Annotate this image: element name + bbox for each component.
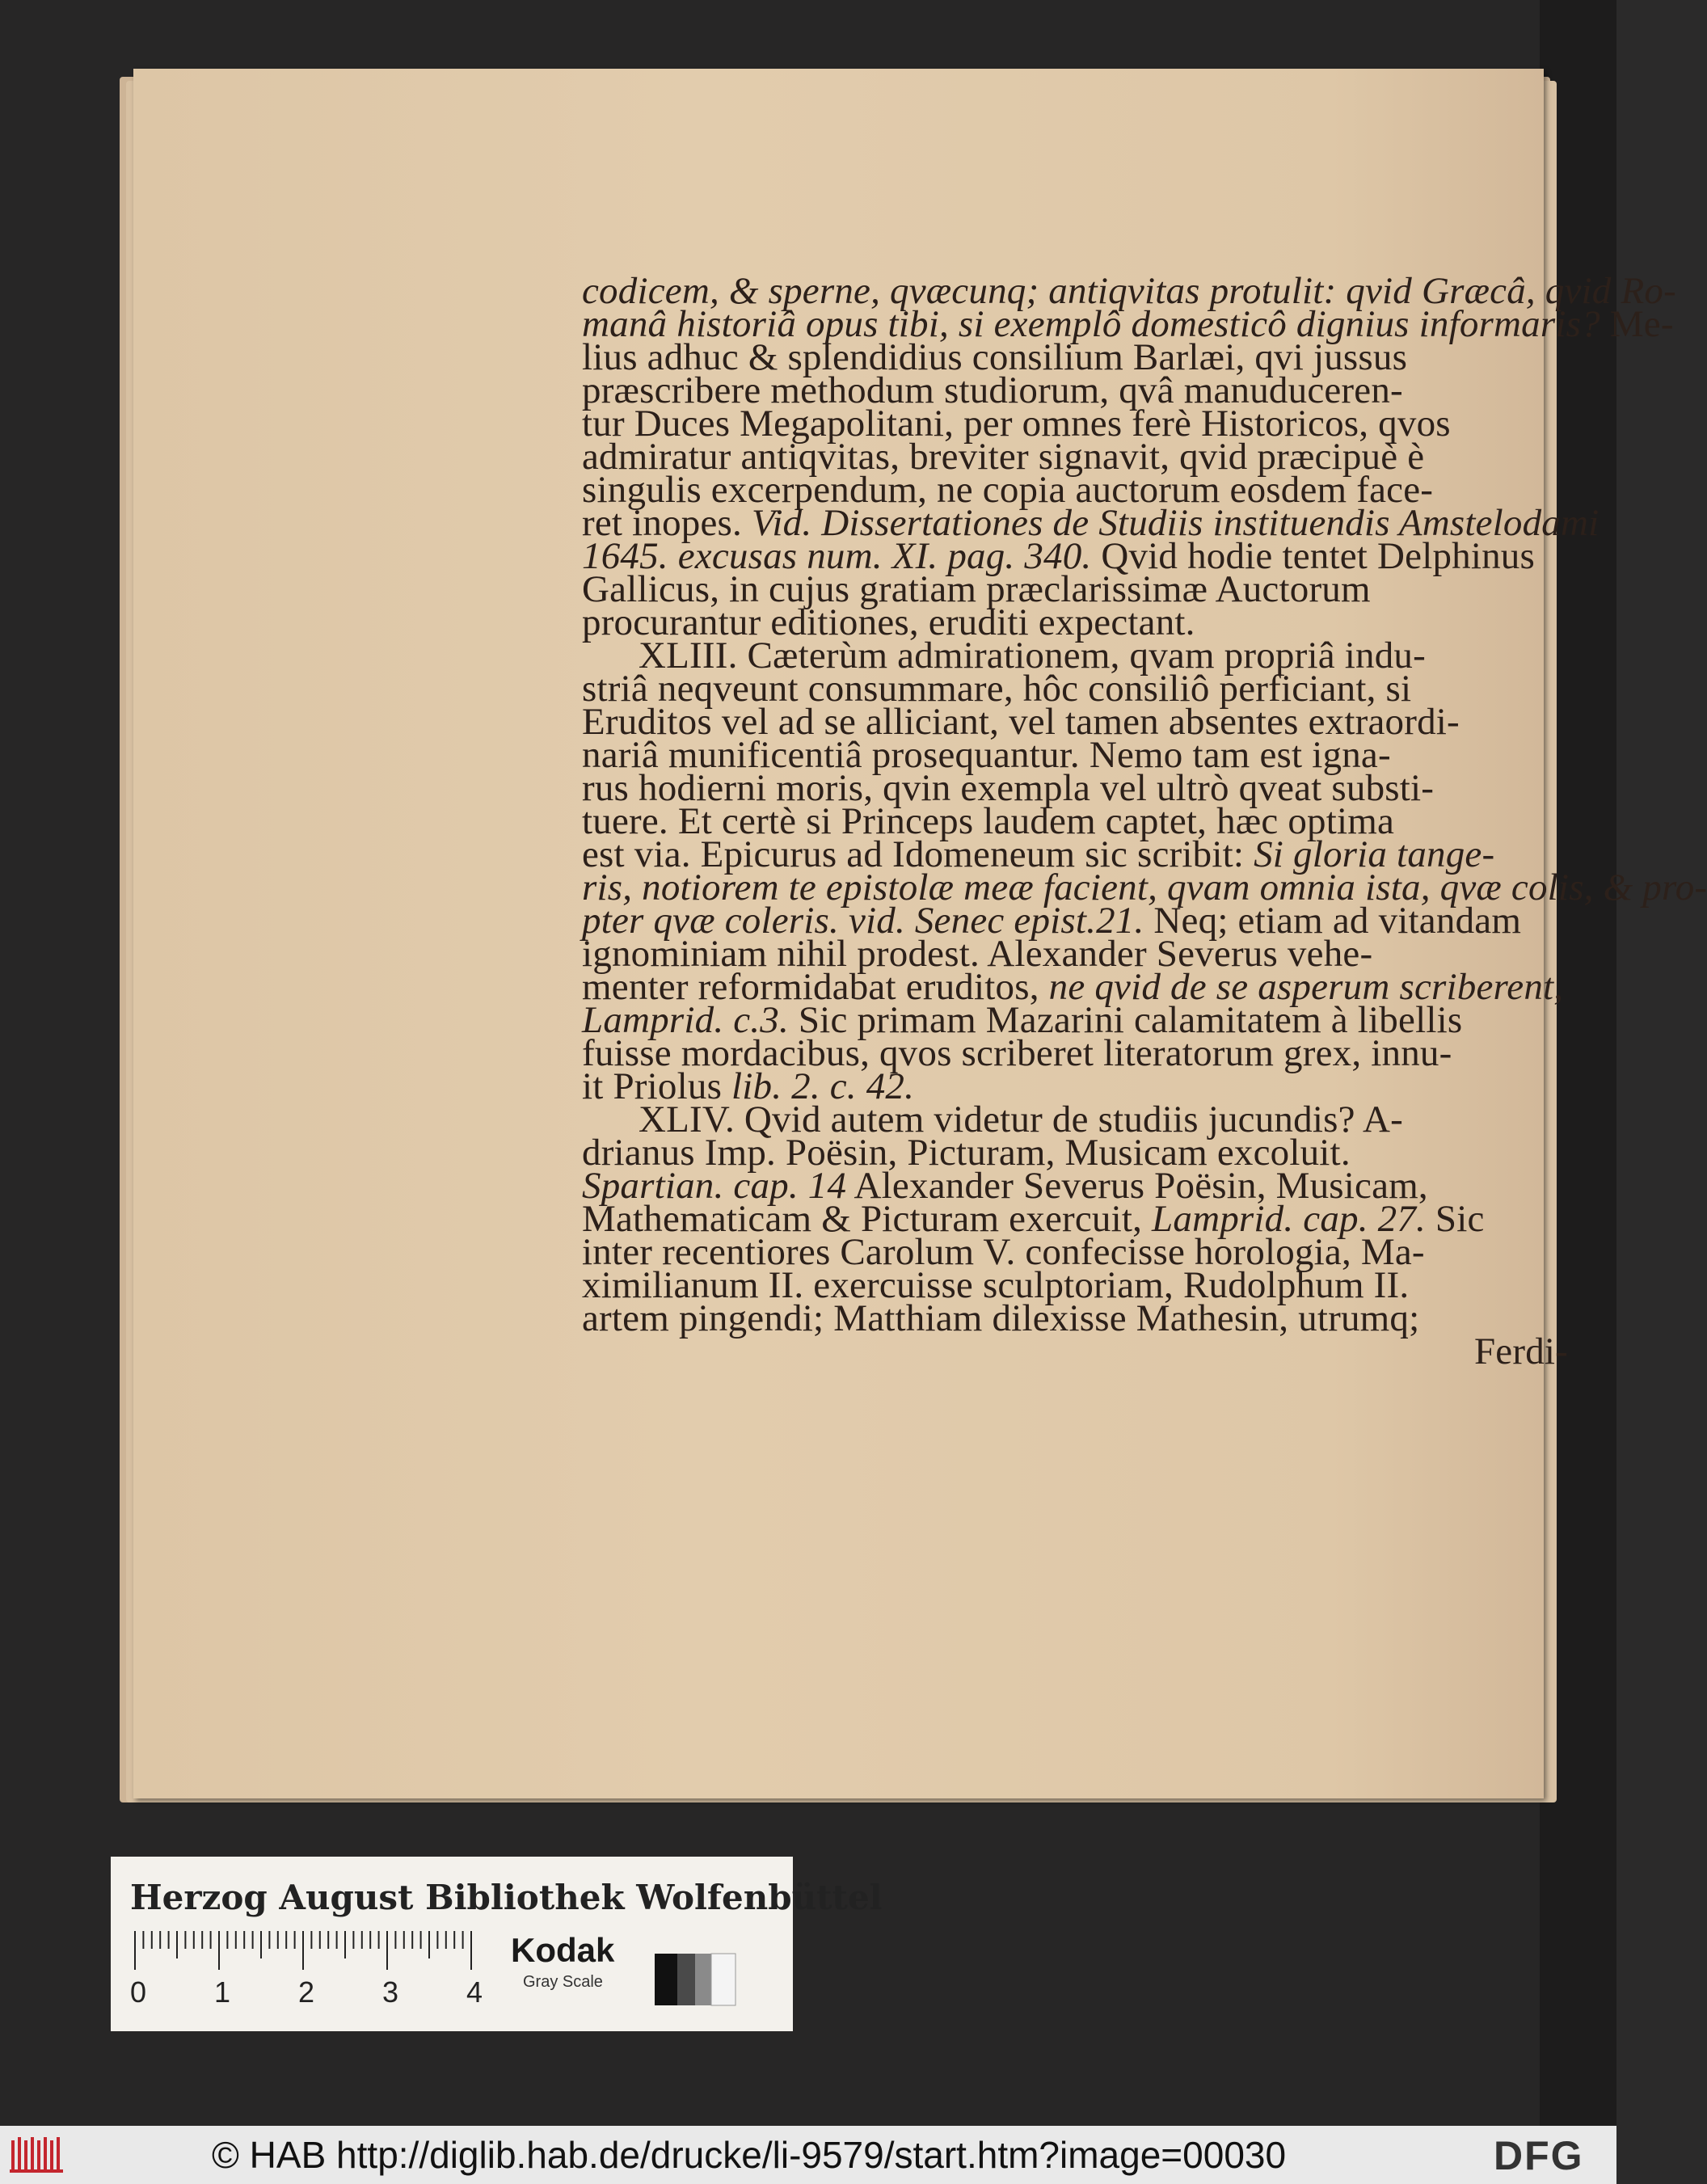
roman-text: procurantur editiones, eruditi expectant.	[582, 601, 1195, 643]
roman-text: Ferdi-	[1473, 1330, 1568, 1372]
roman-text: est via. Epicurus ad Idomeneum sic scribit:	[582, 833, 1254, 875]
italic-text: pter qvæ coleris. vid. Senec epist.21.	[582, 900, 1144, 942]
roman-text: Neq; etiam ad vitandam	[1144, 900, 1522, 942]
italic-text: Vid. Dissertationes de Studiis instituendis Amstelodami	[751, 502, 1600, 544]
roman-text: Sic primam Mazarini calamitatem à libellis	[788, 999, 1463, 1041]
italic-text: manâ historiâ opus tibi, si exemplô domesticô dignius informaris?	[582, 303, 1600, 345]
roman-text: tuere. Et certè si Princeps laudem captet, hæc optima	[582, 800, 1395, 842]
dfg-logo: DFG	[1494, 2133, 1584, 2178]
roman-text: Qvid hodie tentet Delphinus	[1091, 535, 1535, 577]
roman-text: ret inopes.	[582, 502, 752, 544]
library-name: Herzog August Bibliothek Wolfenbüttel	[130, 1878, 883, 1917]
roman-text: fuisse mordacibus, qvos scriberet literatorum grex, innu-	[582, 1032, 1452, 1074]
text-line	[582, 1330, 1576, 1372]
roman-text: nariâ munificentiâ prosequantur. Nemo tam est igna-	[582, 734, 1391, 776]
italic-text: Lamprid. c.3.	[582, 999, 789, 1041]
source-url-link[interactable]: http://diglib.hab.de/drucke/li-9579/start.htm?image=00030	[336, 2134, 1287, 2176]
color-calibration-card	[111, 1857, 883, 2031]
kodak-logo: Kodak	[511, 1931, 615, 1969]
roman-text: Me-	[1600, 303, 1674, 345]
roman-text: XLIV. Qvid autem videtur de studiis jucundis? A-	[639, 1098, 1403, 1140]
italic-text: codicem, & sperne, qvæcunq; antiqvitas protulit: qvid Græcâ, qvid Ro-	[582, 270, 1676, 312]
gray-scale-patches	[655, 1954, 735, 2005]
roman-text: ximilianum II. exercuisse sculptoriam, Rudolphum II.	[582, 1264, 1410, 1306]
roman-text: artem pingendi; Matthiam dilexisse Mathesin, utrumq;	[582, 1297, 1420, 1339]
roman-text: singulis excerpendum, ne copia auctorum eosdem face-	[582, 469, 1434, 511]
roman-text: lius adhuc & splendidius consilium Barlæi, qvi jussus	[582, 336, 1408, 378]
roman-text: XLIII. Cæterùm admirationem, qvam propriâ indu-	[639, 635, 1426, 677]
ruler-number: 2	[298, 1975, 315, 2009]
italic-text: Spartian. cap. 14	[582, 1165, 847, 1207]
ruler-number: 3	[382, 1975, 399, 2009]
roman-text: Sic	[1425, 1198, 1485, 1240]
ruler-number: 4	[466, 1975, 483, 2009]
roman-text: Mathematicam & Picturam exercuit,	[582, 1198, 1153, 1240]
ruler-number: 1	[214, 1975, 231, 2009]
roman-text: præscribere methodum studiorum, qvâ manuduceren-	[582, 369, 1403, 411]
gray-scale-label: Gray Scale	[523, 1973, 603, 1991]
roman-text: striâ neqveunt consummare, hôc consiliô perficiant, si	[582, 668, 1412, 710]
italic-text: ne qvid de se asperum scriberent,	[1048, 966, 1564, 1008]
italic-text: Si gloria tange-	[1254, 833, 1495, 875]
roman-text: Eruditos vel ad se alliciant, vel tamen absentes extraordi-	[582, 701, 1460, 743]
roman-text: inter recentiores Carolum V. confecisse horologia, Ma-	[582, 1231, 1425, 1273]
roman-text: it Priolus	[582, 1065, 732, 1107]
roman-text: ignominiam nihil prodest. Alexander Severus vehe-	[582, 933, 1373, 975]
roman-text: Alexander Severus Poësin, Musicam,	[846, 1165, 1428, 1207]
roman-text: Gallicus, in cujus gratiam præclarissimæ Auctorum	[582, 568, 1371, 610]
hab-library-icon	[10, 2136, 66, 2174]
italic-text: Lamprid. cap. 27.	[1152, 1198, 1426, 1240]
roman-text: admiratur antiqvitas, breviter signavit, qvid præcipuè è	[582, 436, 1425, 478]
page-text-block	[582, 270, 1707, 1372]
italic-text: lib. 2. c. 42.	[731, 1065, 915, 1107]
ruler-number: 0	[130, 1975, 147, 2009]
text-line	[582, 1297, 1576, 1339]
scale-ruler	[131, 1928, 567, 2009]
roman-text: drianus Imp. Poësin, Picturam, Musicam excoluit.	[582, 1132, 1351, 1174]
book-page	[133, 69, 1707, 1798]
roman-text: tur Duces Megapolitani, per omnes ferè Historicos, qvos	[582, 403, 1451, 445]
italic-text: 1645. excusas num. XI. pag. 340.	[582, 535, 1092, 577]
footer-credit	[212, 2133, 1286, 2177]
roman-text: menter reformidabat eruditos,	[582, 966, 1049, 1008]
copyright-text: © HAB	[212, 2134, 327, 2176]
roman-text: rus hodierni moris, qvin exempla vel ultrò qveat substi-	[582, 767, 1435, 809]
footer-bar	[0, 2126, 1616, 2184]
italic-text: ris, notiorem te epistolæ meæ facient, qvam omnia ista, qvæ colis, & pro-	[582, 866, 1707, 909]
